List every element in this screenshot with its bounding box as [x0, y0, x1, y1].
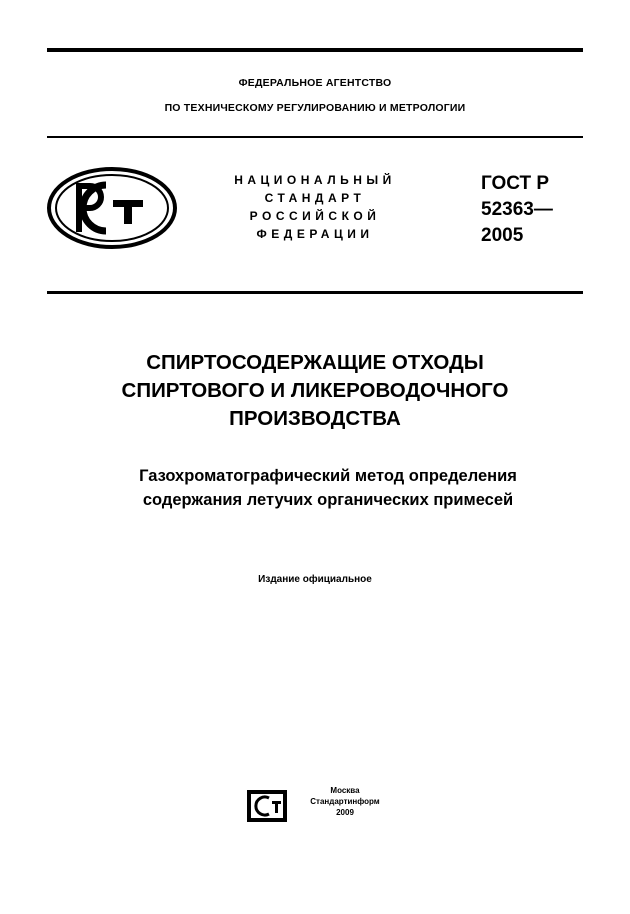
- standard-type: [200, 171, 430, 243]
- designation-line3: 2005: [481, 225, 524, 246]
- designation-line1: ГОСТ Р: [481, 173, 550, 194]
- agency-name-line1: ФЕДЕРАЛЬНОЕ АГЕНТСТВО: [238, 77, 392, 89]
- publisher-city: Москва: [330, 786, 360, 795]
- subtitle-line2: содержания летучих органических примесей: [142, 491, 514, 509]
- bottom-rule: [47, 291, 583, 294]
- document-subtitle: [60, 464, 596, 512]
- designation-line2: 52363—: [481, 199, 553, 220]
- document-title: [0, 349, 630, 433]
- title-line2: СПИРТОВОГО И ЛИКЕРОВОДОЧНОГО: [121, 379, 509, 402]
- standard-type-line4: ФЕДЕРАЦИИ: [256, 227, 374, 241]
- standard-type-line3: РОССИЙСКОЙ: [249, 209, 381, 223]
- subtitle-line1: Газохроматографический метод определения: [139, 467, 517, 485]
- title-line3: ПРОИЗВОДСТВА: [229, 407, 401, 430]
- publisher-name: Стандартинформ: [310, 797, 380, 806]
- standard-designation: [481, 171, 553, 249]
- standartinform-logo-icon: [247, 790, 287, 822]
- standard-type-line2: СТАНДАРТ: [264, 191, 366, 205]
- agency-name-line2: ПО ТЕХНИЧЕСКОМУ РЕГУЛИРОВАНИЮ И МЕТРОЛОГИИ: [164, 102, 466, 114]
- top-rule: [47, 48, 583, 52]
- rst-logo-icon: [46, 166, 178, 250]
- standard-type-line1: НАЦИОНАЛЬНЫЙ: [234, 173, 396, 187]
- edition-note: Издание официальное: [258, 574, 372, 585]
- publisher-block: [290, 785, 400, 818]
- title-line1: СПИРТОСОДЕРЖАЩИЕ ОТХОДЫ: [146, 351, 484, 374]
- header-divider: [47, 136, 583, 138]
- publisher-year: 2009: [336, 808, 354, 817]
